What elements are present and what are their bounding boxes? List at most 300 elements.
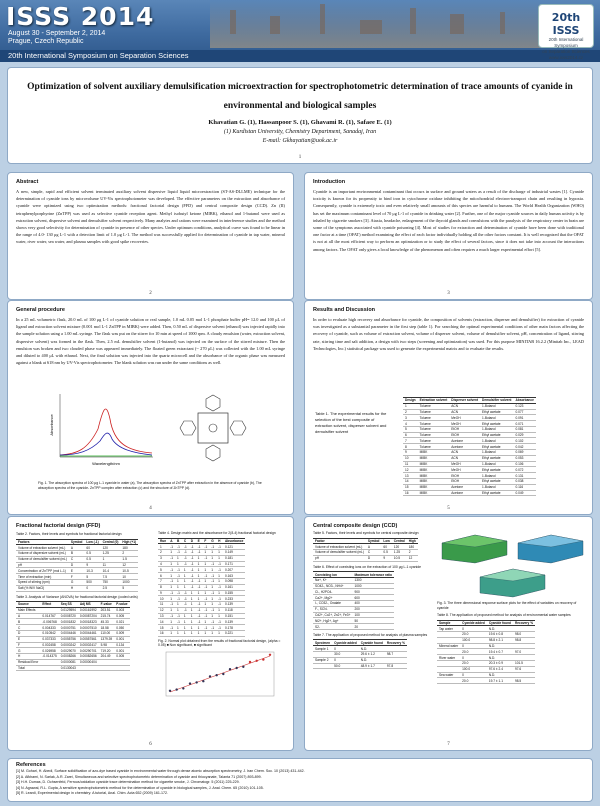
- anova-table: [16, 601, 130, 671]
- table-cell: 10-5: [120, 568, 138, 574]
- table-header-cell: H: [216, 538, 223, 544]
- table-cell: 0.00557561: [79, 637, 97, 642]
- table-cell: 1: [175, 561, 182, 567]
- table2-caption: Table 2. Factors, their levels and symbols for fractional factorial design: [16, 532, 122, 536]
- table-cell: 0.207: [223, 567, 245, 573]
- table-cell: -1: [218, 567, 221, 572]
- table-cell: 1: [168, 631, 175, 637]
- references-title: References: [16, 762, 46, 768]
- table-cell: 3: [158, 555, 168, 561]
- table-cell: MIBK: [418, 473, 450, 479]
- table-cell: 0.149: [223, 550, 245, 556]
- table-cell: 14: [403, 478, 418, 484]
- table-cell: 7: [403, 438, 418, 444]
- normal-plot-point: [235, 667, 237, 669]
- table-header-cell: Demulsifier solvent: [482, 398, 512, 403]
- table-cell: 600: [352, 595, 394, 601]
- table-header-cell: G: [209, 538, 216, 544]
- table-cell: 2: [407, 550, 418, 556]
- table-cell: 0.0000081: [60, 660, 76, 665]
- ffd-title: Fractional factorial design (FFD): [16, 523, 101, 529]
- table-cell: 12: [407, 555, 418, 561]
- table-cell: 0.181: [223, 555, 245, 561]
- normal-plot-point: [242, 665, 244, 667]
- skyline-spire: [230, 10, 236, 34]
- table-cell: ACN: [449, 409, 480, 415]
- conference-logo: [538, 4, 594, 60]
- table-header-cell: Maximum tolerance ratio: [354, 572, 393, 577]
- ffd-right-column: [158, 531, 288, 705]
- table-cell: Volume of dispersive solvent (mL): [16, 551, 69, 557]
- figure3-caption: Fig. 3. The three dimensional response surface plots for the effect of variables on recovery of cyanide: [437, 601, 577, 610]
- normal-plot-point: [182, 687, 184, 689]
- figure2-caption: Fig. 2. Normal plot obtained from the results of fractional factorial design, (alpha = 0.05) ■ Non significant, ■ significant: [158, 638, 281, 648]
- table-cell: 0.001: [114, 636, 129, 642]
- table-cell: 1: [209, 613, 216, 619]
- table-cell: 8: [403, 444, 418, 450]
- table-cell: 13: [158, 613, 168, 619]
- reference-item: [5] R. Leardi, Experimental design in chemistry: A tutorial, Anal. Chim. Acta 652 (2009) 161-172.: [16, 791, 169, 796]
- table-cell: Sea water: [437, 672, 460, 678]
- table-cell: Acetone: [449, 490, 480, 496]
- affiliation: (1) Kurdistan University, Chemistry Department, Sanadaj, Iran: [223, 129, 377, 135]
- table-cell: EtOH: [449, 426, 480, 432]
- table-cell: 1-Butanol: [480, 450, 513, 456]
- solvent-table: [403, 397, 536, 496]
- table-header-cell: E: [196, 538, 203, 544]
- table-cell: 15: [158, 625, 168, 631]
- table-cell: 1: [202, 602, 209, 608]
- table-cell: 0.010542: [40, 630, 58, 636]
- table-cell: MeOH: [449, 461, 480, 467]
- table-header-cell: Factors: [16, 539, 69, 545]
- table-cell: 0.118: [223, 607, 245, 613]
- table-cell: 1: [196, 555, 203, 561]
- table-cell: 0: [460, 626, 487, 632]
- table-cell: 100: [352, 612, 394, 618]
- table-cell: 0.003: [114, 607, 129, 613]
- table-cell: 1: [189, 631, 196, 637]
- table-cell: 1: [158, 544, 168, 550]
- table-cell: Total: [16, 665, 40, 671]
- ccd-title: Central composite design (CCD): [313, 523, 398, 529]
- panel-number: 2: [149, 291, 152, 296]
- table-cell: -1: [190, 585, 194, 590]
- table-cell: N.D.: [359, 657, 385, 663]
- table-cell: 5.98: [99, 642, 115, 648]
- table-cell: -1: [211, 562, 215, 567]
- table-cell: 6: [158, 573, 168, 579]
- table-cell: 0.161: [223, 584, 245, 590]
- table-header-cell: C: [182, 538, 189, 544]
- normal-plot: [158, 650, 278, 700]
- panel-number: 3: [447, 291, 450, 296]
- banner-date-text: August 30 - September 2, 2014: [8, 30, 106, 37]
- table-cell: 9: [84, 562, 100, 568]
- table4-caption: Table 4. Design matrix and the absorbance for 2(8-4) fractional factorial design: [158, 531, 276, 535]
- table-header-cell: Symbol: [70, 539, 83, 544]
- table-cell: -1: [183, 608, 187, 613]
- table-cell: 0.005: [114, 654, 129, 660]
- table-cell: 1: [168, 550, 175, 556]
- table-cell: -1: [177, 596, 180, 601]
- table-cell: -1: [170, 567, 174, 572]
- table-header-cell: Source: [16, 602, 40, 608]
- general-procedure-panel: [7, 300, 294, 515]
- logo-subtitle-3: www.isss2014.cz: [548, 55, 584, 60]
- table-cell: N.D.: [359, 646, 385, 652]
- table-cell: 6: [403, 432, 418, 438]
- table-cell: 0.037333: [40, 636, 58, 642]
- skyline-spire: [360, 20, 382, 34]
- table-cell: -1: [211, 619, 215, 624]
- introduction-text: Cyanide is an important environmental contaminant that occurs in surface and ground waters as a result of the discharge of industrial wastes [1]. Cyanide toxicity is known for its propensity to bind iron in cytochrome oxidase inhibiting the mitochondrial electron-transport chain and resulting in hypoxia. Consequently, cyanide is extremely toxic and even relatively small amounts of this species are harmful to humans. The World Health Organization (WHO) has set the maximum contaminant level of 70 μg L-1 of cyanide in drinking water [2]. Further, one of the major cyanide sources in daily human activity is by inhaled by cigarette smokers [3]. Ataxia, headache, enlargement of the thyroid glands and convulsions with the paralysis of the respiratory center in brain are some of the symptoms associated with cyanide poisoning [4]. Most of studies for extraction and determination of cyanide have been done with traditional one factor at a time (OFAT) method examining the effect of each factor individually holding all the other factors constant. It is well recognized that the OFAT is not at all the most efficient way to perform an optimization or to study the effect of several factors, since it does not take into account the interactions among factors. The OFAT only gives a local knowledge of the phenomenon and often requires a much larger experimental effort [5].: [313, 189, 584, 252]
- email: E-mail: Gkhayatian@uok.ac.ir: [262, 138, 338, 144]
- table-header-cell: D: [189, 538, 196, 544]
- table-cell: 1000: [352, 583, 394, 589]
- table-cell: 1.25: [392, 550, 407, 556]
- table-cell: -1: [197, 614, 201, 619]
- table-cell: 1: [216, 613, 223, 619]
- table-cell: E: [16, 636, 40, 642]
- ccd-panel: [304, 516, 593, 751]
- ccd-right-column: [437, 531, 587, 684]
- table-cell: -1: [211, 579, 215, 584]
- table-cell: 7.5: [101, 574, 121, 580]
- table-cell: Tap water: [437, 626, 460, 632]
- table-header-cell: Adj MS: [78, 602, 99, 608]
- table-cell: -1: [218, 619, 221, 624]
- banner-location: Prague, Czech Republic: [8, 38, 84, 45]
- table-cell: 110.00: [99, 630, 115, 636]
- panel-number: 5: [447, 506, 450, 511]
- table-cell: 5: [403, 426, 418, 432]
- table-header-cell: Recovery %: [386, 640, 405, 645]
- table-cell: 0.5: [381, 550, 391, 556]
- table-cell: 10: [120, 574, 138, 580]
- table-cell: -1: [197, 608, 201, 613]
- table-cell: 1: [168, 596, 175, 602]
- banner-strip: 20th International Symposium on Separation Sciences: [0, 50, 600, 62]
- table-cell: 1: [182, 625, 189, 631]
- table-cell: [437, 678, 460, 684]
- table-cell: 215.74: [99, 613, 115, 619]
- table-header-cell: Cyanide added: [334, 640, 357, 645]
- table-cell: -1: [204, 585, 208, 590]
- table-cell: 4: [403, 421, 418, 427]
- table-header-cell: Seq SS: [59, 602, 78, 608]
- table-cell: 0.155: [223, 590, 245, 596]
- table-cell: ACN: [449, 403, 480, 409]
- table-cell: -1: [204, 625, 208, 630]
- table-cell: 0.042: [513, 444, 535, 450]
- table-cell: A: [16, 613, 40, 619]
- table-cell: 1: [202, 567, 209, 573]
- table-cell: 0.009: [114, 630, 129, 636]
- table-cell: 0.091: [513, 415, 535, 421]
- table-cell: Toluene: [418, 421, 450, 427]
- table-cell: 98.5: [513, 678, 535, 684]
- reference-list: [16, 769, 584, 797]
- ffd-panel: [7, 516, 294, 751]
- table-cell: 98.8: [513, 637, 535, 643]
- table-cell: 0.026958: [40, 648, 58, 654]
- table-cell: Salt (% W/V NaCl): [16, 585, 69, 591]
- table-cell: 0.00002417: [79, 642, 97, 647]
- table-cell: 0.00290701: [79, 648, 97, 653]
- table-cell: 0.004333: [40, 625, 58, 631]
- table-cell: -1: [190, 579, 194, 584]
- table-cell: -1: [204, 544, 208, 549]
- table-cell: 11: [101, 562, 121, 568]
- table-cell: 50: [352, 618, 394, 624]
- table-cell: E: [69, 568, 85, 574]
- table-header-cell: High: [408, 538, 416, 543]
- table-cell: 0.5: [84, 556, 100, 562]
- table-cell: 2: [403, 409, 418, 415]
- table-cell: 1: [189, 625, 196, 631]
- spectrum-curve-b: [60, 433, 152, 455]
- table-cell: Toluene: [418, 444, 450, 450]
- surface-plots: [437, 531, 587, 599]
- table-cell: 1: [216, 631, 223, 637]
- table-cell: 1: [182, 573, 189, 579]
- table-cell: 20.3 ± 0.9: [487, 660, 513, 666]
- table-header-cell: F: [202, 538, 209, 544]
- table-cell: Ni2+, Hg2+, Ag+: [313, 618, 352, 624]
- table-cell: 97.6 ± 2.4: [487, 666, 513, 672]
- table-cell: Volume of demulsifier solvent (mL): [18, 557, 67, 562]
- table-cell: 1-Butanol: [480, 438, 513, 444]
- table-cell: 2.5: [101, 585, 121, 591]
- table-cell: Volume of extraction solvent (mL): [16, 545, 69, 551]
- table-cell: 50.0: [332, 663, 359, 669]
- table-cell: 1: [189, 607, 196, 613]
- table-cell: Toluene: [418, 432, 450, 438]
- results-panel: [304, 300, 593, 515]
- table-cell: -1: [183, 544, 187, 549]
- normal-plot-point: [202, 680, 204, 682]
- table-cell: 1: [175, 584, 182, 590]
- table-cell: -1: [170, 579, 174, 584]
- table-cell: 0: [460, 672, 487, 678]
- normal-plot-point: [175, 688, 177, 690]
- table-cell: 400: [352, 601, 394, 607]
- table-cell: 1: [216, 555, 223, 561]
- table-cell: 1: [189, 619, 196, 625]
- table-cell: -1: [211, 625, 215, 630]
- normal-plot-point: [222, 673, 224, 675]
- table-cell: Residual Error: [18, 660, 39, 665]
- surface-plot-3: [475, 565, 550, 599]
- table-cell: 0.139: [223, 619, 245, 625]
- table-cell: 1-Butanol: [480, 426, 513, 432]
- table-cell: C: [366, 550, 382, 556]
- general-procedure-title: General procedure: [16, 307, 65, 313]
- plasma-table: [313, 639, 407, 669]
- table-cell: 120: [392, 544, 407, 550]
- table-cell: 1: [216, 578, 223, 584]
- table-cell: MIBK: [418, 484, 450, 490]
- table-cell: -1: [177, 567, 180, 572]
- table-cell: Ethyl acetate: [480, 455, 513, 461]
- table-cell: 0: [460, 655, 487, 661]
- table-cell: 0.151: [223, 613, 245, 619]
- table-cell: 1: [196, 573, 203, 579]
- table-cell: Volume of demulsifier solvent (mL): [315, 550, 364, 555]
- table-cell: 1.5: [120, 556, 138, 562]
- table-cell: 0.0055756: [60, 637, 76, 642]
- table-cell: 1: [202, 619, 209, 625]
- table-cell: Cl-, H2PO4-: [313, 589, 352, 595]
- table-cell: -1: [211, 608, 215, 613]
- table-cell: 2: [120, 551, 138, 557]
- table-cell: 1: [168, 573, 175, 579]
- table-cell: 1: [175, 607, 182, 613]
- city-skyline: [210, 0, 540, 48]
- table-header-cell: F-value: [99, 602, 115, 608]
- table-row: [16, 585, 138, 591]
- table-cell: 1: [403, 403, 418, 409]
- introduction-title: Introduction: [313, 179, 346, 185]
- table-header-cell: Disperser solvent: [451, 398, 479, 403]
- table-cell: 0.134: [114, 642, 129, 648]
- table-cell: B: [16, 619, 40, 625]
- table-cell: 1: [182, 619, 189, 625]
- table-cell: 0.123: [513, 403, 535, 409]
- table-cell: 1: [216, 550, 223, 556]
- table-cell: Main Effects: [16, 607, 40, 613]
- table-cell: [313, 663, 332, 669]
- table-cell: -1: [197, 585, 201, 590]
- table-cell: 0.0130043: [60, 666, 76, 671]
- table-header-cell: Cyanide found: [488, 620, 511, 625]
- table-cell: Mineral water: [439, 644, 459, 649]
- table-cell: 5: [158, 567, 168, 573]
- table-cell: 0.098: [223, 578, 245, 584]
- table-cell: 719.20: [99, 648, 115, 654]
- table1-caption: Table 1. The experimental results for the selection of the best composite of extraction solvent, disperser solvent and demulsifier solvent: [315, 411, 387, 434]
- table-cell: 0.069: [513, 450, 535, 456]
- porphyrin-structure: [178, 393, 248, 463]
- table-cell: 1: [175, 631, 182, 637]
- table-cell: 0.0000751: [60, 625, 76, 630]
- general-procedure-text: In a 25 mL volumetric flask, 20.0 mL of 100 μg L-1 of cyanide solution or real sample, 1.0 mL 0.05 mol L-1 phosphate buffer pH= 12.0 and 100 μL of ligand and extraction solvent mixture (0.001 mol L-1 ZnTPP in MIBK) were added. Then, 0.50 mL of dispersive solvent (ethanol) was injected rapidly into the sample solution using a 1.00 mL syringe. The flask was put on the stirrer for 10 min at speed of 1000 rpm. A cloudy emulsion (water, extraction solvent, dispersive solvent) was formed in the flask. Then, 2.5 mL demulsifier solvent (1-butanol) was injected on the surface of the stirred mixture. Then the emulsion was broken and two clouded phase was appeared immediately. The floated green extractant (~ 270 μL) was collected with the 1.00 mL syringe and diluted to 400 μL with ethanol. Next, the final solution was injected into the quartz microcell and the absorbance of the organic phase was measured against a blank at 618 nm by UV-Vis spectrophotometer. The blank solution was run under the same conditions as well.: [16, 317, 285, 366]
- table-cell: N.D.: [487, 672, 513, 678]
- table-row: [313, 663, 407, 669]
- table-cell: 48.9 ± 1.7: [359, 663, 385, 669]
- table-cell: -1: [218, 625, 221, 630]
- normal-plot-point: [249, 661, 251, 663]
- table-header-cell: Cyanide added: [462, 620, 485, 625]
- y-axis-label: Absorbance: [49, 414, 54, 436]
- table-header-cell: Absorbance: [515, 398, 534, 403]
- table-cell: Toluene: [418, 409, 450, 415]
- logo-subtitle-1: 20th International Symposium: [548, 37, 584, 48]
- skyline-spire: [450, 14, 464, 34]
- table-cell: MIBK: [418, 455, 450, 461]
- reference-item: [2] A. Afkhami, N. Sarlak, A.R. Zarei, Simultaneous and selective spectrophotometric determination of cyanide and thiocyanate, Talanta 71 (2007) 893-899.: [16, 774, 262, 779]
- table-cell: 20.0: [460, 660, 487, 666]
- normal-plot-point: [215, 674, 217, 676]
- skyline-spire: [320, 4, 325, 34]
- table-cell: Acetone: [449, 484, 480, 490]
- table-cell: 10: [403, 455, 418, 461]
- table-cell: N.D.: [487, 643, 513, 649]
- table-cell: 1: [202, 550, 209, 556]
- table-cell: 11: [403, 461, 418, 467]
- table-cell: 1: [209, 555, 216, 561]
- table8-caption: Table 8. The application of proposed method for analysis of environmental water samples: [437, 613, 571, 617]
- table-cell: 1: [101, 556, 121, 562]
- table-cell: Sample 1: [313, 646, 332, 652]
- table-cell: Toluene: [418, 438, 450, 444]
- design-matrix-table: [158, 538, 245, 637]
- table-cell: 0.121: [223, 544, 245, 550]
- table-cell: 1: [182, 631, 189, 637]
- title-panel: [7, 67, 593, 164]
- authors: Khavatian G. (1), Hassanpoor S. (1), Ghavami R. (1), Safaee E. (1): [208, 119, 392, 126]
- table-cell: 1: [202, 631, 209, 637]
- table-header-cell: Factor: [313, 538, 366, 544]
- results-text: In order to evaluate high recovery and absorbance for cyanide, the composition of solvents (extraction, disperser and demulsifier) for extraction of cyanide was investigated as a substantial parameter in the first step (table 1). For searching the optimal experimental conditions of other main factors affecting the recovery of cyanide, such as volume of extraction solvent, volume of disperser solvent, volume of demulsifier solvent, pH, concentration of ligand, stirring rate, stirring time and salt addition, a design with two steps (screening and optimization) was used. For this purpose MINITAB 16.2.2 (Minitab Inc., LEAD Technologies, Inc.) statistical package was used to generate the experimental matrix and to evaluate the results.: [313, 317, 584, 351]
- normal-plot-point: [262, 658, 264, 660]
- table-cell: 1: [182, 584, 189, 590]
- table-cell: 1: [196, 625, 203, 631]
- table-cell: 0.0008720: [60, 613, 76, 618]
- panel-number: 4: [149, 506, 152, 511]
- table-cell: 1-Butanol: [480, 484, 513, 490]
- table-cell: I-, CO32-, Oxalate: [313, 601, 352, 607]
- table-cell: 0.0029070: [60, 648, 76, 653]
- table-cell: 0.077: [513, 409, 535, 415]
- table-cell: 1: [196, 567, 203, 573]
- table-cell: 45.33: [99, 619, 115, 625]
- table-cell: 5: [120, 585, 138, 591]
- table-cell: 11: [158, 602, 168, 608]
- table-cell: EtOH: [449, 473, 480, 479]
- table-cell: 0.00007510: [79, 625, 97, 630]
- table-cell: -1: [170, 544, 174, 549]
- table-cell: [99, 665, 115, 671]
- table-cell: 1: [202, 578, 209, 584]
- table-header-cell: Extraction solvent: [419, 398, 448, 403]
- table-cell: 1: [209, 631, 216, 637]
- table-cell: 16: [158, 631, 168, 637]
- table-cell: D: [16, 630, 40, 636]
- table-cell: 98.7: [385, 652, 407, 658]
- table-cell: 120: [101, 545, 121, 551]
- table-cell: pH: [313, 555, 366, 561]
- table-cell: 13: [403, 473, 418, 479]
- table-cell: Na+, K+: [313, 577, 352, 583]
- table-cell: -1: [190, 573, 194, 578]
- table-cell: 100.0: [460, 666, 487, 672]
- spectrum-curve-c: [60, 409, 152, 455]
- table-cell: 14: [158, 619, 168, 625]
- table-cell: 0: [84, 585, 100, 591]
- table-cell: 97.0: [513, 649, 535, 655]
- table-cell: A: [366, 544, 382, 550]
- table-cell: River water: [437, 655, 460, 661]
- table-cell: MeOH: [449, 467, 480, 473]
- table-cell: 12: [403, 467, 418, 473]
- table-cell: 1: [209, 584, 216, 590]
- ccd-left-column: [313, 531, 431, 669]
- table5-caption: Table 5. Factors, their levels and symbols for central composite design: [313, 531, 419, 535]
- spectra-plot: [48, 389, 158, 469]
- table-cell: MIBK: [418, 478, 450, 484]
